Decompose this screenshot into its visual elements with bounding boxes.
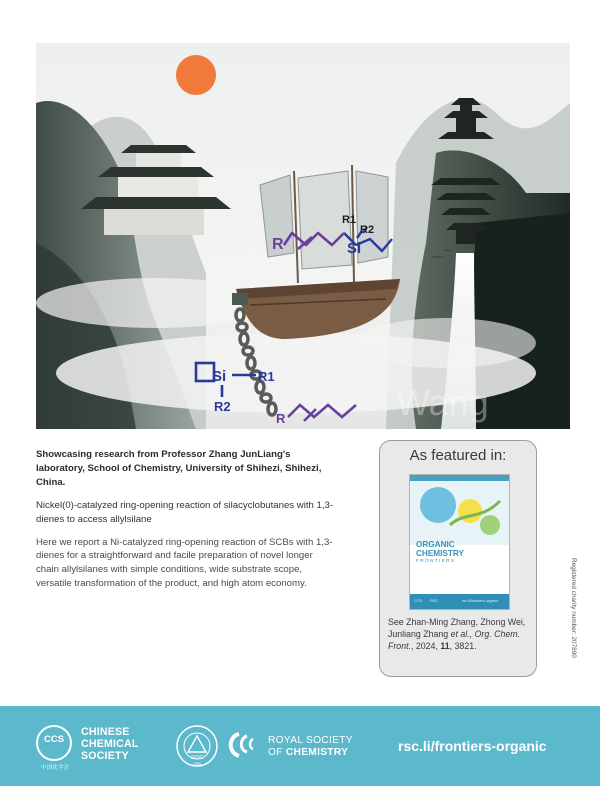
ccs-logo-icon: CCS [36,725,72,761]
showcase-text-block [36,448,336,591]
article-summary: Here we report a Ni-catalyzed ring-opening reaction of SCBs with 1,3-dienes for a straightforward and facile preparation of novel longer chain allylsilanes with simple conditions, wide substrate scope, versatile transformation of the product, and high atom economy. [36,536,333,590]
ccs-name: CHINESE CHEMICAL SOCIETY [81,726,139,763]
ccs-chinese-name: 中国化学会 [41,765,69,771]
mol-bottom-r: R [276,411,286,426]
mol-top-r2: R2 [360,224,375,236]
cover-rsc-mark: RSC [430,599,439,603]
footer-bar [0,706,600,786]
sioc-seal-icon [175,724,219,768]
mol-top-r1: R1 [342,214,357,226]
citation: See Zhan-Ming Zhang, Zhong Wei, Junliang Zhang et al., Org. Chem. Front., 2024, 11, 3821. [388,617,526,652]
mol-left-r2: R2 [214,399,231,414]
journal-cover-thumbnail[interactable] [409,474,510,610]
cover-ccs-mark: CCS [414,599,423,603]
svg-text:Registered charity number: 207: Registered charity number: 207890 [570,558,577,658]
svg-text:1950: 1950 [193,762,201,766]
article-title: Nickel(0)-catalyzed ring-opening reaction of silacyclobutanes with 1,3-dienes to access allylsilane [36,499,334,525]
journal-url-link[interactable]: rsc.li/frontiers-organic [398,738,547,754]
rsc-name: ROYAL SOCIETY OF CHEMISTRY [268,735,353,758]
featured-in-box [379,440,537,677]
cover-artwork [36,43,570,429]
svg-text:SIOC: SIOC [190,755,204,761]
mol-top-r: R [272,236,284,253]
cover-journal-title: ORGANIC CHEMISTRY [416,540,464,558]
cover-image [410,481,510,545]
lab-description: Showcasing research from Professor Zhang JunLiang's laboratory, School of Chemistry, University of Shihezi, Shihezi, China. [36,449,322,488]
artwork-watermark: Wang [396,382,489,423]
cover-bar-url: rsc.li/frontiers-organic [462,599,499,603]
mol-left-si: Si [212,368,227,385]
registered-charity-note [562,558,578,678]
mol-top-si: Si [347,240,362,257]
rsc-logo-icon [225,730,267,760]
mol-left-r1: R1 [258,369,275,384]
featured-heading: As featured in: [409,447,507,464]
sun [176,55,216,95]
cover-footer-bar [410,594,509,609]
cover-journal-subtitle: FRONTIERS [416,559,456,564]
